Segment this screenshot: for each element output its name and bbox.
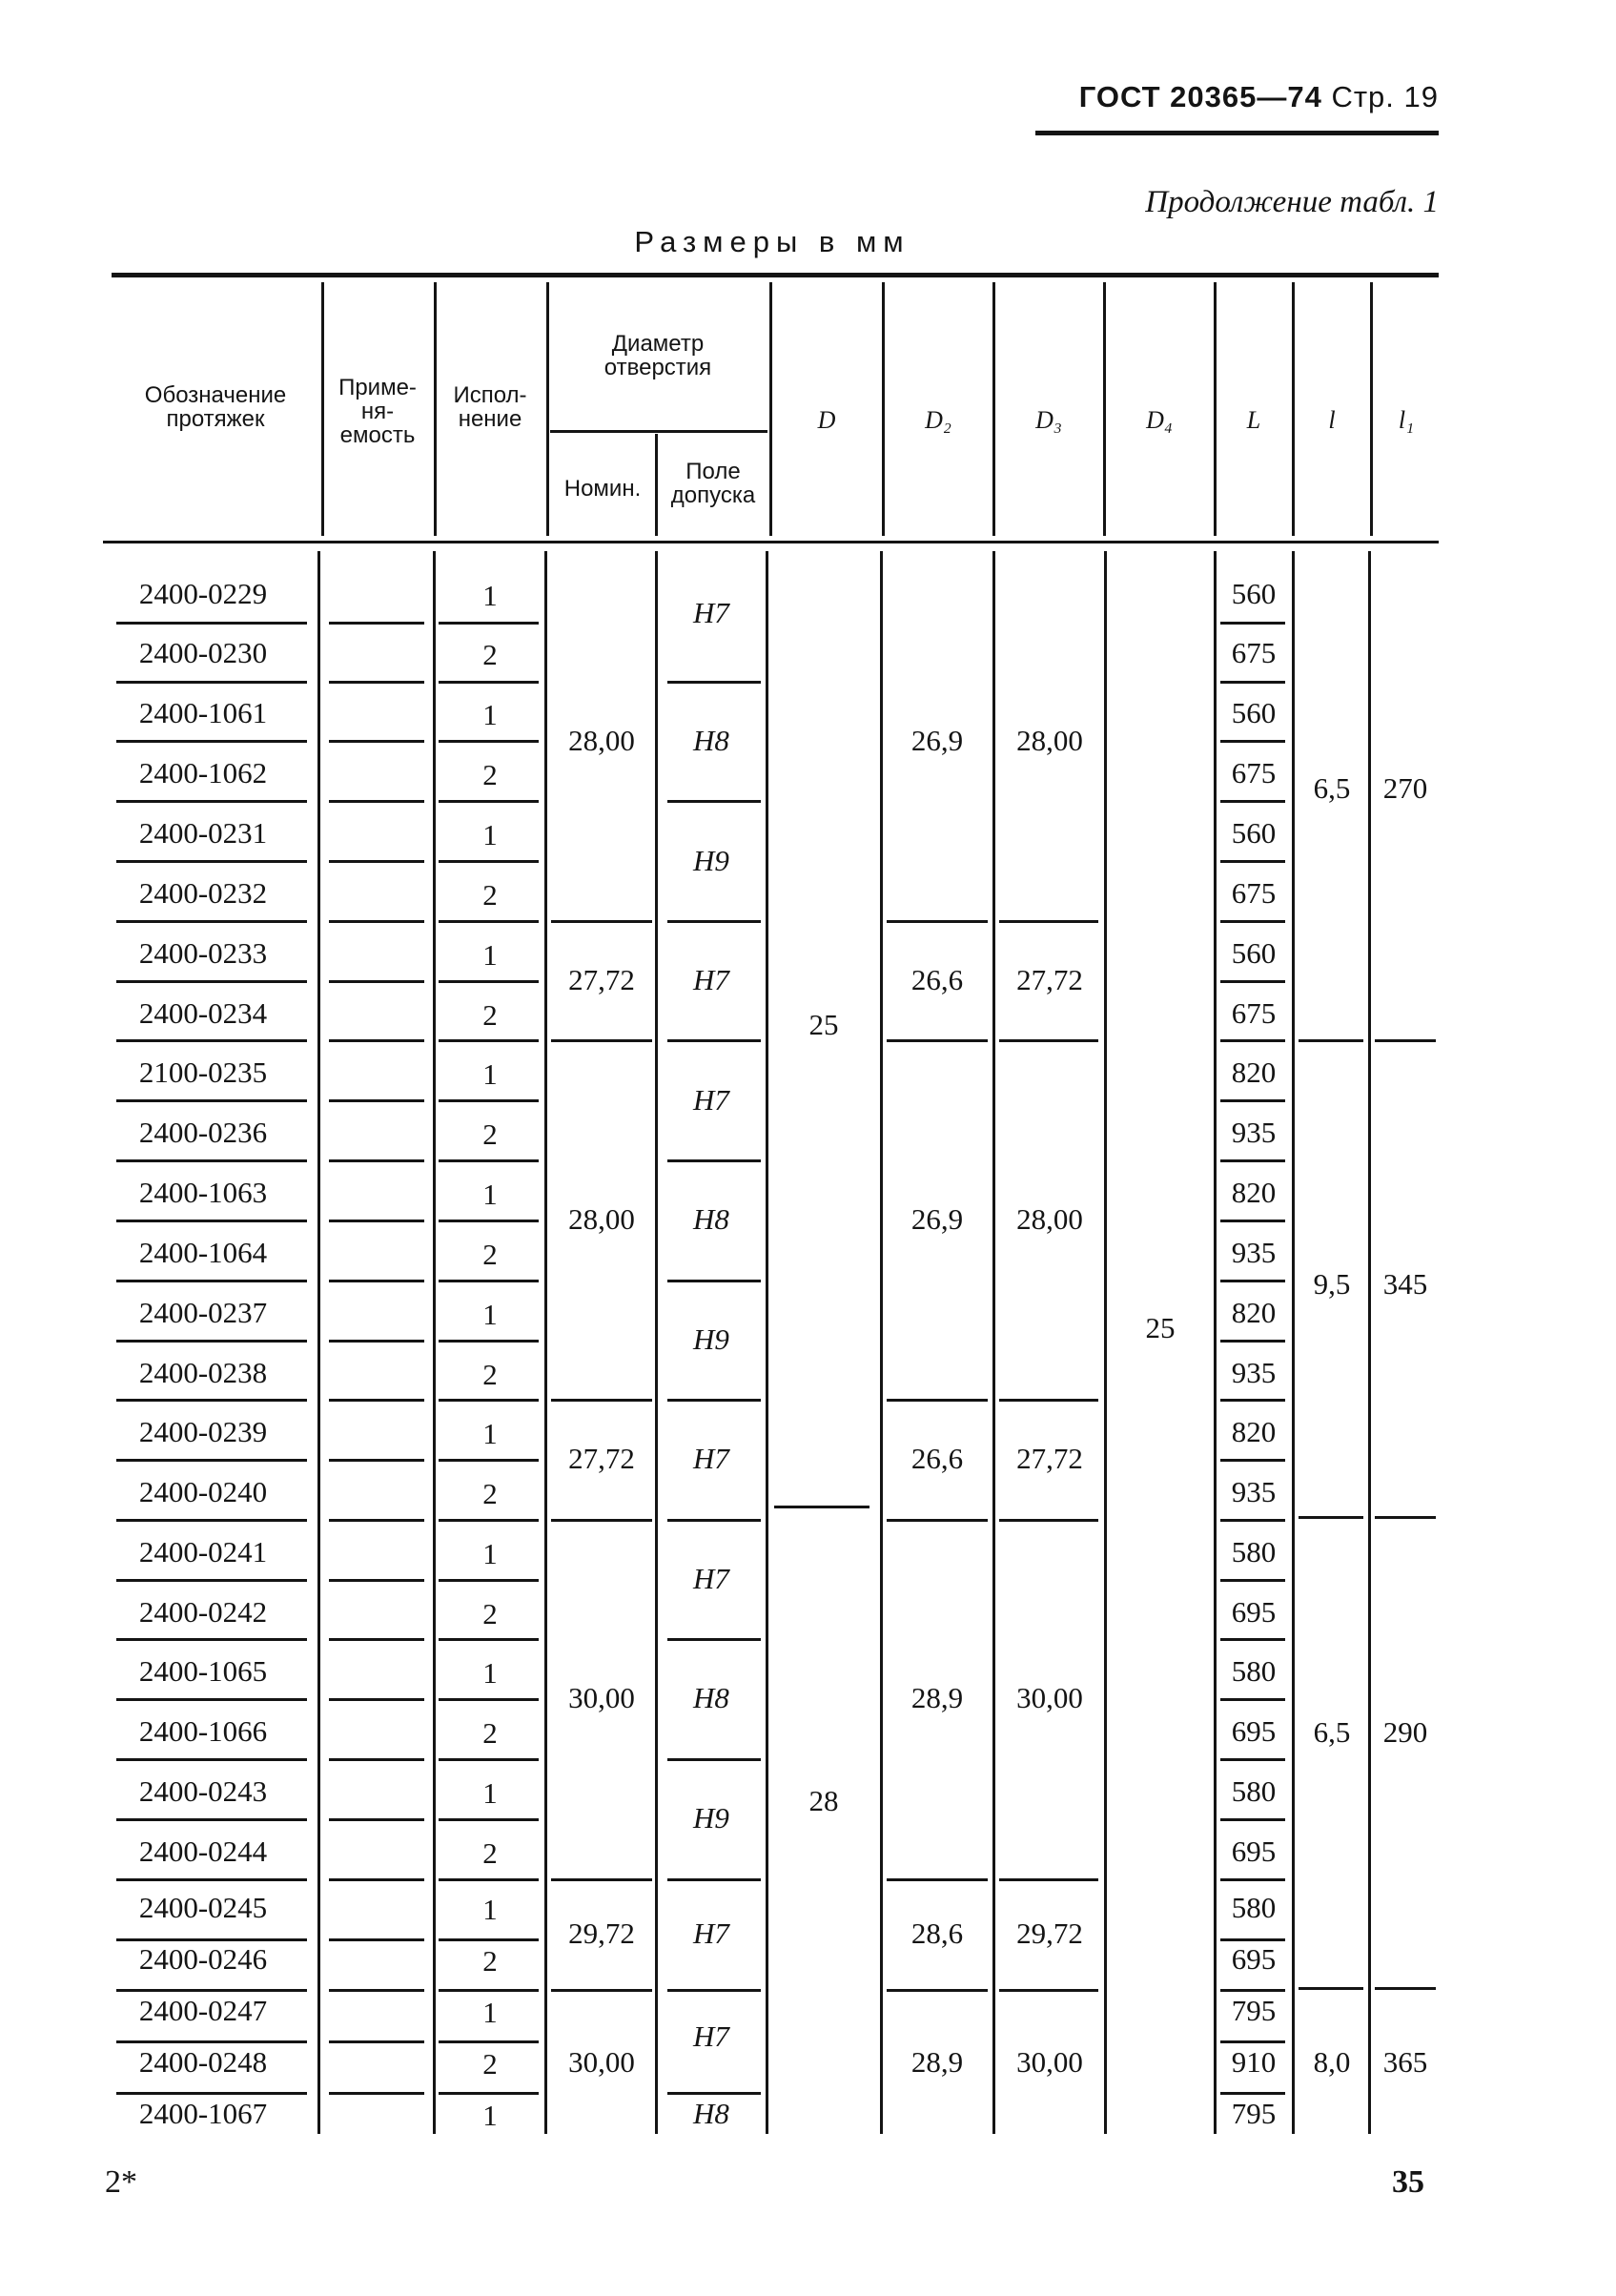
col-designation: Обозначение протяжек bbox=[144, 382, 287, 432]
cell-tolerance: H7 bbox=[693, 963, 729, 996]
cell-tolerance: H8 bbox=[693, 1202, 729, 1236]
row-L: 580 bbox=[1231, 1654, 1277, 1688]
cell-D: 28 bbox=[808, 1784, 839, 1817]
row-code: 2400-0238 bbox=[138, 1356, 268, 1389]
row-exec: 2 bbox=[482, 2047, 498, 2081]
cell-tolerance: H9 bbox=[693, 844, 729, 877]
row-exec: 1 bbox=[482, 1893, 498, 1926]
body-divider bbox=[433, 551, 436, 2134]
row-L: 560 bbox=[1231, 696, 1277, 729]
row-L: 795 bbox=[1231, 2097, 1277, 2130]
row-code: 2400-0243 bbox=[138, 1774, 268, 1808]
col-hole-diameter: Диаметр отверстия bbox=[603, 331, 712, 380]
cell-D2: 28,9 bbox=[910, 2045, 964, 2079]
cell-D3: 27,72 bbox=[1016, 1442, 1083, 1475]
page-number: 35 bbox=[1392, 2164, 1424, 2200]
row-L: 560 bbox=[1231, 936, 1277, 970]
row-code: 2400-0240 bbox=[138, 1475, 268, 1508]
row-L: 820 bbox=[1231, 1296, 1277, 1329]
col-L: L bbox=[1246, 406, 1261, 434]
cell-D2: 26,6 bbox=[910, 963, 964, 996]
row-L: 560 bbox=[1231, 816, 1277, 850]
row-L: 935 bbox=[1231, 1116, 1277, 1149]
row-code: 2400-0248 bbox=[138, 2045, 268, 2079]
row-L: 935 bbox=[1231, 1236, 1277, 1269]
header-bottom-rule bbox=[103, 541, 1439, 543]
row-L: 580 bbox=[1231, 1891, 1277, 1924]
cell-l: 8,0 bbox=[1313, 2045, 1351, 2079]
cell-nominal: 27,72 bbox=[568, 963, 635, 996]
row-code: 2400-0237 bbox=[138, 1296, 268, 1329]
cell-l: 9,5 bbox=[1313, 1267, 1351, 1301]
cell-l1: 345 bbox=[1382, 1267, 1428, 1301]
cell-D2: 26,6 bbox=[910, 1442, 964, 1475]
row-L: 560 bbox=[1231, 577, 1277, 610]
row-code: 2400-1066 bbox=[138, 1714, 268, 1748]
cell-D3: 30,00 bbox=[1016, 1681, 1083, 1714]
row-exec: 1 bbox=[482, 1996, 498, 2029]
continuation-caption: Продолжение табл. 1 bbox=[1145, 185, 1439, 219]
row-L: 675 bbox=[1231, 876, 1277, 910]
row-code: 2400-0236 bbox=[138, 1116, 268, 1149]
row-code: 2400-0241 bbox=[138, 1535, 268, 1568]
row-exec: 2 bbox=[482, 1358, 498, 1391]
cell-l: 6,5 bbox=[1313, 1715, 1351, 1749]
cell-tolerance: H7 bbox=[693, 2019, 729, 2053]
row-L: 675 bbox=[1231, 996, 1277, 1030]
row-code: 2400-0229 bbox=[138, 577, 268, 610]
row-L: 820 bbox=[1231, 1176, 1277, 1209]
col-applicability: Приме-ня-емость bbox=[338, 375, 417, 448]
col-D: D bbox=[817, 406, 836, 434]
row-code: 2400-1061 bbox=[138, 696, 268, 729]
row-L: 820 bbox=[1231, 1056, 1277, 1089]
col-nominal: Номин. bbox=[563, 476, 642, 502]
cell-tolerance: H7 bbox=[693, 1917, 729, 1950]
row-exec: 2 bbox=[482, 1836, 498, 1870]
row-L: 695 bbox=[1231, 1835, 1277, 1868]
row-exec: 2 bbox=[482, 1477, 498, 1510]
cell-tolerance: H8 bbox=[693, 2097, 729, 2130]
page-header bbox=[1079, 80, 1439, 114]
page-label: Стр. 19 bbox=[1331, 80, 1439, 113]
standard-number: ГОСТ 20365—74 bbox=[1078, 80, 1322, 113]
table-top-rule bbox=[112, 273, 1439, 277]
row-L: 695 bbox=[1231, 1595, 1277, 1629]
row-exec: 2 bbox=[482, 758, 498, 791]
cell-nominal: 28,00 bbox=[568, 1202, 635, 1236]
row-exec: 1 bbox=[482, 1178, 498, 1211]
row-exec: 1 bbox=[482, 2099, 498, 2132]
row-exec: 2 bbox=[482, 1117, 498, 1151]
row-code: 2400-0230 bbox=[138, 636, 268, 669]
cell-tolerance: H9 bbox=[693, 1322, 729, 1356]
row-exec: 1 bbox=[482, 818, 498, 851]
row-exec: 2 bbox=[482, 1716, 498, 1750]
row-code: 2400-1063 bbox=[138, 1176, 268, 1209]
row-L: 910 bbox=[1231, 2045, 1277, 2079]
row-code: 2400-0244 bbox=[138, 1835, 268, 1868]
row-code: 2400-0239 bbox=[138, 1415, 268, 1448]
cell-tolerance: H9 bbox=[693, 1801, 729, 1835]
row-L: 580 bbox=[1231, 1535, 1277, 1568]
row-code: 2100-0235 bbox=[138, 1056, 268, 1089]
row-L: 820 bbox=[1231, 1415, 1277, 1448]
cell-l: 6,5 bbox=[1313, 771, 1351, 805]
cell-tolerance: H7 bbox=[693, 596, 729, 629]
cell-D3: 29,72 bbox=[1016, 1917, 1083, 1950]
cell-nominal: 30,00 bbox=[568, 2045, 635, 2079]
row-exec: 2 bbox=[482, 1944, 498, 1978]
cell-D2: 26,9 bbox=[910, 1202, 964, 1236]
cell-D2: 28,9 bbox=[910, 1681, 964, 1714]
cell-nominal: 28,00 bbox=[568, 724, 635, 757]
row-L: 935 bbox=[1231, 1356, 1277, 1389]
body-divider bbox=[880, 551, 883, 2134]
row-code: 2400-0247 bbox=[138, 1994, 268, 2027]
row-L: 675 bbox=[1231, 756, 1277, 789]
row-exec: 1 bbox=[482, 1298, 498, 1331]
cell-D2: 28,6 bbox=[910, 1917, 964, 1950]
row-L: 695 bbox=[1231, 1714, 1277, 1748]
cell-D3: 27,72 bbox=[1016, 963, 1083, 996]
col-D4: D₄ bbox=[1146, 406, 1173, 434]
cell-nominal: 30,00 bbox=[568, 1681, 635, 1714]
row-code: 2400-0232 bbox=[138, 876, 268, 910]
cell-l1: 270 bbox=[1382, 771, 1428, 805]
row-exec: 1 bbox=[482, 1417, 498, 1450]
row-code: 2400-0242 bbox=[138, 1595, 268, 1629]
cell-tolerance: H7 bbox=[693, 1442, 729, 1475]
row-code: 2400-1067 bbox=[138, 2097, 268, 2130]
row-exec: 1 bbox=[482, 579, 498, 612]
row-exec: 2 bbox=[482, 878, 498, 912]
row-exec: 1 bbox=[482, 698, 498, 731]
row-exec: 1 bbox=[482, 1057, 498, 1091]
row-code: 2400-0245 bbox=[138, 1891, 268, 1924]
cell-nominal: 27,72 bbox=[568, 1442, 635, 1475]
units-caption: Размеры в мм bbox=[634, 225, 910, 258]
cell-D3: 28,00 bbox=[1016, 724, 1083, 757]
row-exec: 2 bbox=[482, 1597, 498, 1630]
col-l: l bbox=[1328, 406, 1336, 434]
cell-l1: 365 bbox=[1382, 2045, 1428, 2079]
cell-D3: 30,00 bbox=[1016, 2045, 1083, 2079]
cell-nominal: 29,72 bbox=[568, 1917, 635, 1950]
row-exec: 1 bbox=[482, 1776, 498, 1810]
row-L: 695 bbox=[1231, 1942, 1277, 1976]
header-rule bbox=[1035, 131, 1439, 135]
row-L: 935 bbox=[1231, 1475, 1277, 1508]
row-code: 2400-1062 bbox=[138, 756, 268, 789]
row-exec: 1 bbox=[482, 938, 498, 972]
body-divider bbox=[317, 551, 320, 2134]
row-code: 2400-1065 bbox=[138, 1654, 268, 1688]
row-code: 2400-0234 bbox=[138, 996, 268, 1030]
col-tolerance: Поле допуска bbox=[670, 459, 756, 508]
row-code: 2400-0233 bbox=[138, 936, 268, 970]
row-exec: 2 bbox=[482, 998, 498, 1032]
row-exec: 2 bbox=[482, 638, 498, 671]
header-subrule bbox=[550, 430, 767, 433]
row-L: 795 bbox=[1231, 1994, 1277, 2027]
row-code: 2400-0246 bbox=[138, 1942, 268, 1976]
col-D3: D₃ bbox=[1035, 406, 1062, 434]
row-L: 580 bbox=[1231, 1774, 1277, 1808]
body-divider bbox=[766, 551, 768, 2134]
cell-tolerance: H7 bbox=[693, 1562, 729, 1595]
cell-D3: 28,00 bbox=[1016, 1202, 1083, 1236]
col-execution: Испол-нение bbox=[453, 382, 527, 432]
footer-signature-mark: 2* bbox=[105, 2164, 137, 2200]
row-exec: 1 bbox=[482, 1537, 498, 1570]
cell-D4: 25 bbox=[1145, 1311, 1176, 1344]
row-exec: 1 bbox=[482, 1656, 498, 1690]
col-l1: l₁ bbox=[1398, 406, 1415, 434]
row-L: 675 bbox=[1231, 636, 1277, 669]
row-exec: 2 bbox=[482, 1238, 498, 1271]
cell-l1: 290 bbox=[1382, 1715, 1428, 1749]
row-code: 2400-1064 bbox=[138, 1236, 268, 1269]
cell-tolerance: H7 bbox=[693, 1083, 729, 1117]
cell-tolerance: H8 bbox=[693, 724, 729, 757]
body-divider bbox=[992, 551, 995, 2134]
row-code: 2400-0231 bbox=[138, 816, 268, 850]
col-D2: D₂ bbox=[925, 406, 951, 434]
cell-D: 25 bbox=[808, 1008, 839, 1041]
cell-tolerance: H8 bbox=[693, 1681, 729, 1714]
cell-D2: 26,9 bbox=[910, 724, 964, 757]
body-divider bbox=[544, 551, 547, 2134]
